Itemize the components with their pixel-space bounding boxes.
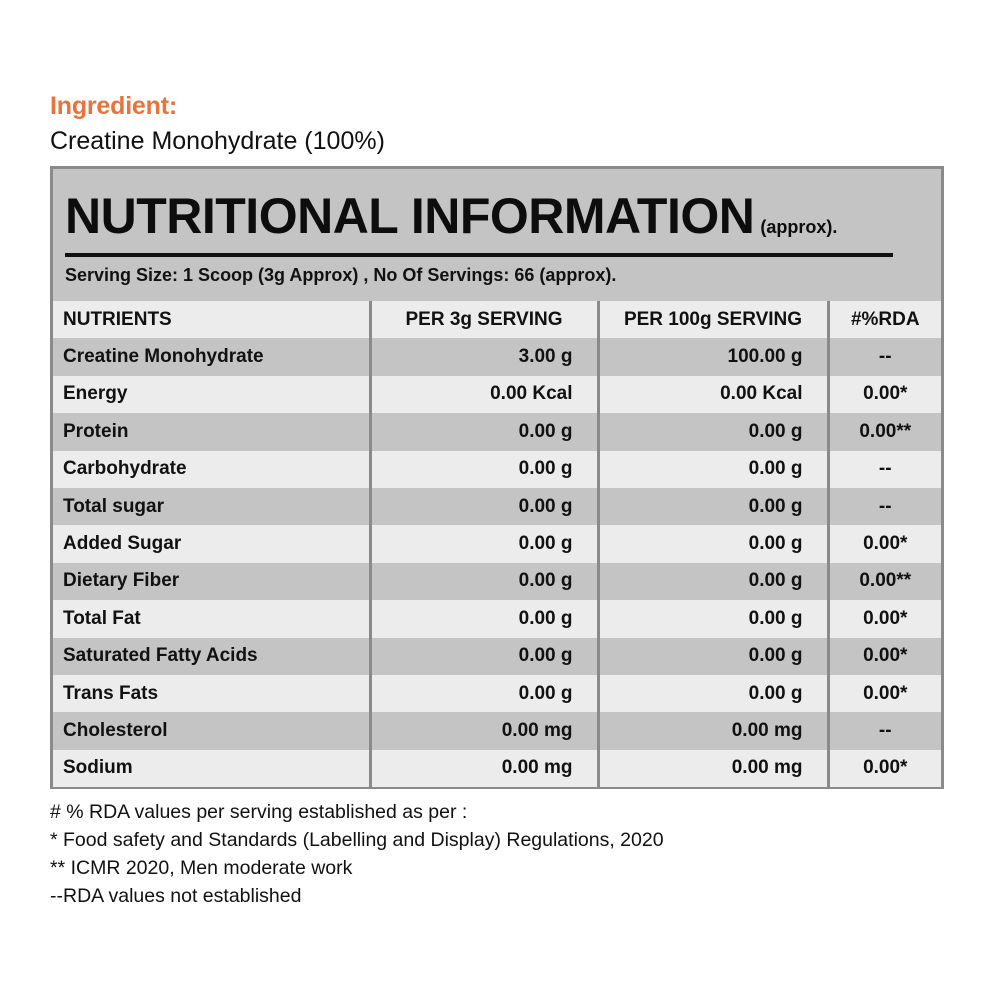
- per-serving-value: 0.00 mg: [370, 712, 598, 749]
- per-serving-value: 0.00 g: [370, 525, 598, 562]
- per-serving-value: 0.00 g: [370, 600, 598, 637]
- nutrient-name: Energy: [53, 376, 370, 413]
- table-row: [53, 338, 941, 375]
- panel-title: [65, 188, 838, 244]
- per-100g-value: 0.00 g: [598, 675, 828, 712]
- per-100g-value: 0.00 mg: [598, 750, 828, 787]
- per-serving-value: 0.00 g: [370, 563, 598, 600]
- column-header-rda: #%RDA: [828, 301, 941, 338]
- per-serving-value: 0.00 mg: [370, 750, 598, 787]
- footnotes: [50, 798, 664, 910]
- per-serving-value: 3.00 g: [370, 338, 598, 375]
- per-serving-value: 0.00 g: [370, 488, 598, 525]
- per-serving-value: 0.00 Kcal: [370, 376, 598, 413]
- column-header-per-100g: PER 100g SERVING: [598, 301, 828, 338]
- table-header-row: [53, 301, 941, 338]
- table-row: [53, 712, 941, 749]
- nutrient-name: Trans Fats: [53, 675, 370, 712]
- per-100g-value: 0.00 g: [598, 638, 828, 675]
- table-row: [53, 451, 941, 488]
- per-100g-value: 0.00 g: [598, 413, 828, 450]
- footnote-not-established: --RDA values not established: [50, 885, 302, 907]
- table-row: [53, 525, 941, 562]
- panel-title-text: NUTRITIONAL INFORMATION: [65, 188, 755, 244]
- rda-value: 0.00*: [828, 675, 941, 712]
- rda-value: 0.00*: [828, 600, 941, 637]
- rda-value: 0.00*: [828, 638, 941, 675]
- table-row: [53, 675, 941, 712]
- rda-value: --: [828, 712, 941, 749]
- table-row: [53, 563, 941, 600]
- nutrient-name: Creatine Monohydrate: [53, 338, 370, 375]
- per-serving-value: 0.00 g: [370, 638, 598, 675]
- per-100g-value: 0.00 g: [598, 563, 828, 600]
- per-100g-value: 0.00 g: [598, 600, 828, 637]
- column-header-nutrients: NUTRIENTS: [53, 301, 370, 338]
- per-100g-value: 0.00 g: [598, 525, 828, 562]
- nutrient-name: Added Sugar: [53, 525, 370, 562]
- ingredient-heading: Ingredient:: [50, 92, 177, 120]
- table-row: [53, 750, 941, 787]
- nutrient-name: Total Fat: [53, 600, 370, 637]
- nutrient-name: Carbohydrate: [53, 451, 370, 488]
- table-row: [53, 638, 941, 675]
- per-serving-value: 0.00 g: [370, 413, 598, 450]
- nutrient-name: Total sugar: [53, 488, 370, 525]
- per-serving-value: 0.00 g: [370, 451, 598, 488]
- per-serving-value: 0.00 g: [370, 675, 598, 712]
- per-100g-value: 100.00 g: [598, 338, 828, 375]
- per-100g-value: 0.00 mg: [598, 712, 828, 749]
- nutrient-name: Sodium: [53, 750, 370, 787]
- nutrient-name: Saturated Fatty Acids: [53, 638, 370, 675]
- column-header-per-serving: PER 3g SERVING: [370, 301, 598, 338]
- nutrition-table: [53, 301, 941, 787]
- table-row: [53, 376, 941, 413]
- rda-value: 0.00**: [828, 413, 941, 450]
- table-row: [53, 488, 941, 525]
- serving-info: Serving Size: 1 Scoop (3g Approx) , No Of Servings: 66 (approx).: [65, 265, 617, 285]
- table-row: [53, 600, 941, 637]
- footnote-fssai: * Food safety and Standards (Labelling and Display) Regulations, 2020: [50, 829, 664, 851]
- nutrition-panel: [50, 166, 944, 789]
- rda-value: 0.00*: [828, 376, 941, 413]
- rda-value: --: [828, 488, 941, 525]
- nutrient-name: Dietary Fiber: [53, 563, 370, 600]
- rda-value: 0.00*: [828, 750, 941, 787]
- rda-value: 0.00*: [828, 525, 941, 562]
- per-100g-value: 0.00 g: [598, 488, 828, 525]
- nutrient-name: Protein: [53, 413, 370, 450]
- title-divider: [65, 253, 893, 257]
- rda-value: 0.00**: [828, 563, 941, 600]
- table-row: [53, 413, 941, 450]
- rda-value: --: [828, 338, 941, 375]
- per-100g-value: 0.00 g: [598, 451, 828, 488]
- footnote-rda-basis: # % RDA values per serving established as per :: [50, 801, 468, 823]
- panel-title-suffix: (approx).: [760, 217, 838, 237]
- footnote-icmr: ** ICMR 2020, Men moderate work: [50, 857, 353, 879]
- rda-value: --: [828, 451, 941, 488]
- ingredient-value: Creatine Monohydrate (100%): [50, 127, 385, 155]
- table-body: [53, 338, 941, 787]
- nutrient-name: Cholesterol: [53, 712, 370, 749]
- per-100g-value: 0.00 Kcal: [598, 376, 828, 413]
